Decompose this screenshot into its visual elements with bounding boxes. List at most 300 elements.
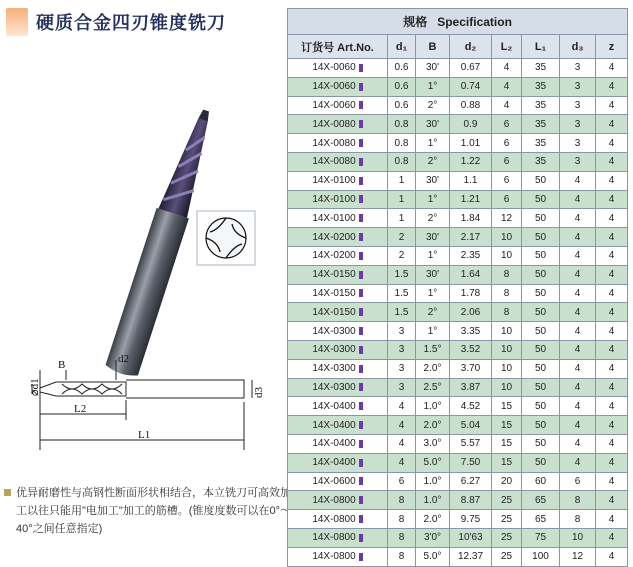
footnote-text: 优异耐磨性与高钢性断面形状相结合，本立铣刀可高效加工以往只能用"电加工"加工的筋槽。(锥度度数可以在0°～40°之间任意指定) <box>16 487 291 535</box>
table-cell: 8 <box>388 547 416 566</box>
table-cell: 65 <box>522 491 560 510</box>
art-no-text: 14X-0300 <box>312 381 356 393</box>
table-cell: 3.0° <box>416 434 450 453</box>
table-cell: 4 <box>560 340 596 359</box>
table-cell: 1° <box>416 134 450 153</box>
table-cell: 4 <box>492 77 522 96</box>
art-no-text: 14X-0600 <box>312 475 356 487</box>
art-no-text: 14X-0400 <box>312 400 356 412</box>
table-cell: 50 <box>522 303 560 322</box>
table-cell: 2.0° <box>416 416 450 435</box>
table-row <box>288 359 628 378</box>
table-cell: 3 <box>560 77 596 96</box>
table-header-cell: d₂ <box>450 35 492 59</box>
table-cell: 10 <box>492 340 522 359</box>
table-cell: 50 <box>522 453 560 472</box>
table-cell: 6 <box>492 134 522 153</box>
table-row <box>288 265 628 284</box>
art-no-text: 14X-0150 <box>312 287 356 299</box>
table-cell: 4 <box>596 472 628 491</box>
table-cell: 4 <box>596 59 628 78</box>
table-cell: 3'0° <box>416 528 450 547</box>
table-cell: 4 <box>560 434 596 453</box>
table-cell: 0.8 <box>388 134 416 153</box>
table-cell: 1 <box>388 209 416 228</box>
table-cell: 10 <box>560 528 596 547</box>
table-cell: 10 <box>492 228 522 247</box>
art-no-cell <box>288 246 388 265</box>
art-no-text: 14X-0800 <box>312 494 356 506</box>
table-cell: 6 <box>492 152 522 171</box>
table-cell: 50 <box>522 340 560 359</box>
table-cell: 0.74 <box>450 77 492 96</box>
table-cell: 9.75 <box>450 510 492 529</box>
part-marker-icon <box>359 534 363 542</box>
table-row <box>288 171 628 190</box>
part-marker-icon <box>359 496 363 504</box>
table-cell: 4 <box>560 246 596 265</box>
art-no-cell <box>288 491 388 510</box>
art-no-cell <box>288 340 388 359</box>
table-cell: 8 <box>560 491 596 510</box>
table-cell: 4 <box>596 397 628 416</box>
footnote <box>0 484 292 534</box>
art-no-text: 14X-0080 <box>312 118 356 130</box>
table-row <box>288 77 628 96</box>
label-d3: d3 <box>253 387 265 398</box>
table-header-cell: 订货号 Art.No. <box>288 35 388 59</box>
table-cell: 1.0° <box>416 397 450 416</box>
table-cell: 1° <box>416 284 450 303</box>
table-cell: 3 <box>388 378 416 397</box>
art-no-text: 14X-0300 <box>312 344 356 356</box>
table-row <box>288 416 628 435</box>
art-no-text: 14X-0800 <box>312 532 356 544</box>
table-cell: 4 <box>596 416 628 435</box>
table-cell: 8 <box>388 510 416 529</box>
table-row <box>288 190 628 209</box>
art-no-cell <box>288 265 388 284</box>
table-row <box>288 228 628 247</box>
cross-section-icon <box>196 210 256 266</box>
art-no-text: 14X-0400 <box>312 419 356 431</box>
table-header-cell: d₃ <box>560 35 596 59</box>
table-cell: 15 <box>492 453 522 472</box>
art-no-cell <box>288 453 388 472</box>
art-no-text: 14X-0400 <box>312 457 356 469</box>
table-cell: 3 <box>560 59 596 78</box>
part-marker-icon <box>359 158 363 166</box>
part-marker-icon <box>359 477 363 485</box>
table-cell: 1.1 <box>450 171 492 190</box>
label-L2: L2 <box>74 403 87 415</box>
table-cell: 1 <box>388 171 416 190</box>
table-cell: 1.0° <box>416 491 450 510</box>
part-marker-icon <box>359 271 363 279</box>
part-marker-icon <box>359 252 363 260</box>
table-cell: 10 <box>492 378 522 397</box>
art-no-cell <box>288 510 388 529</box>
table-cell: 0.8 <box>388 152 416 171</box>
art-no-cell <box>288 115 388 134</box>
table-cell: 4 <box>596 77 628 96</box>
specification-table <box>287 8 628 567</box>
table-cell: 1.84 <box>450 209 492 228</box>
table-cell: 4 <box>596 246 628 265</box>
title-bar <box>6 4 226 40</box>
table-cell: 4 <box>560 228 596 247</box>
table-cell: 6 <box>492 190 522 209</box>
art-no-cell <box>288 59 388 78</box>
table-cell: 4 <box>596 209 628 228</box>
table-cell: 25 <box>492 528 522 547</box>
part-marker-icon <box>359 440 363 448</box>
table-cell: 4 <box>560 322 596 341</box>
table-cell: 8 <box>388 528 416 547</box>
table-cell: 30' <box>416 265 450 284</box>
table-row <box>288 59 628 78</box>
table-cell: 75 <box>522 528 560 547</box>
table-cell: 3 <box>560 96 596 115</box>
table-cell: 30' <box>416 59 450 78</box>
art-no-text: 14X-0300 <box>312 363 356 375</box>
art-no-text: 14X-0800 <box>312 513 356 525</box>
table-cell: 10 <box>492 246 522 265</box>
table-cell: 4 <box>560 190 596 209</box>
part-marker-icon <box>359 402 363 410</box>
table-cell: 0.67 <box>450 59 492 78</box>
table-cell: 1.5 <box>388 265 416 284</box>
table-cell: 30' <box>416 171 450 190</box>
table-cell: 8 <box>492 284 522 303</box>
table-cell: 4 <box>560 265 596 284</box>
art-no-cell <box>288 547 388 566</box>
table-cell: 1° <box>416 190 450 209</box>
label-L1: L1 <box>138 429 151 441</box>
table-cell: 2° <box>416 209 450 228</box>
table-cell: 4 <box>596 340 628 359</box>
table-cell: 4 <box>596 152 628 171</box>
table-cell: 1.01 <box>450 134 492 153</box>
table-cell: 2 <box>388 228 416 247</box>
table-cell: 3.35 <box>450 322 492 341</box>
table-cell: 4 <box>560 378 596 397</box>
table-row <box>288 303 628 322</box>
table-cell: 4 <box>560 397 596 416</box>
art-no-cell <box>288 528 388 547</box>
table-cell: 10 <box>492 359 522 378</box>
table-cell: 10'63 <box>450 528 492 547</box>
table-cell: 50 <box>522 265 560 284</box>
part-marker-icon <box>359 120 363 128</box>
art-no-cell <box>288 96 388 115</box>
table-cell: 4 <box>388 453 416 472</box>
table-cell: 6.27 <box>450 472 492 491</box>
table-cell: 15 <box>492 416 522 435</box>
table-header-cell: L₂ <box>492 35 522 59</box>
table-cell: 1.78 <box>450 284 492 303</box>
table-header-cell: d₁ <box>388 35 416 59</box>
art-no-cell <box>288 303 388 322</box>
table-cell: 4 <box>596 228 628 247</box>
table-row <box>288 246 628 265</box>
part-marker-icon <box>359 195 363 203</box>
table-cell: 4 <box>596 171 628 190</box>
table-cell: 1.22 <box>450 152 492 171</box>
table-cell: 65 <box>522 510 560 529</box>
table-cell: 25 <box>492 510 522 529</box>
part-marker-icon <box>359 459 363 467</box>
table-cell: 4 <box>596 453 628 472</box>
part-marker-icon <box>359 64 363 72</box>
table-row <box>288 491 628 510</box>
table-cell: 4 <box>596 434 628 453</box>
table-cell: 2° <box>416 152 450 171</box>
table-cell: 35 <box>522 115 560 134</box>
art-no-text: 14X-0060 <box>312 99 356 111</box>
table-row <box>288 152 628 171</box>
table-cell: 4 <box>596 322 628 341</box>
art-no-text: 14X-0100 <box>312 212 356 224</box>
art-no-text: 14X-0100 <box>312 193 356 205</box>
table-cell: 4 <box>560 359 596 378</box>
art-no-cell <box>288 134 388 153</box>
table-cell: 4 <box>596 547 628 566</box>
table-cell: 5.57 <box>450 434 492 453</box>
table-cell: 35 <box>522 59 560 78</box>
table-cell: 50 <box>522 190 560 209</box>
table-row <box>288 397 628 416</box>
table-cell: 4 <box>596 528 628 547</box>
table-row <box>288 472 628 491</box>
art-no-cell <box>288 152 388 171</box>
table-cell: 50 <box>522 322 560 341</box>
table-cell: 4 <box>596 134 628 153</box>
table-cell: 0.8 <box>388 115 416 134</box>
part-marker-icon <box>359 346 363 354</box>
table-cell: 6 <box>492 171 522 190</box>
art-no-cell <box>288 284 388 303</box>
table-header-cell: B <box>416 35 450 59</box>
art-no-text: 14X-0400 <box>312 438 356 450</box>
part-marker-icon <box>359 83 363 91</box>
table-cell: 7.50 <box>450 453 492 472</box>
table-cell: 4 <box>560 171 596 190</box>
part-marker-icon <box>359 289 363 297</box>
table-cell: 4 <box>388 434 416 453</box>
table-cell: 15 <box>492 434 522 453</box>
table-cell: 1 <box>388 190 416 209</box>
art-no-text: 14X-0300 <box>312 325 356 337</box>
part-marker-icon <box>359 214 363 222</box>
part-marker-icon <box>359 308 363 316</box>
table-cell: 1.21 <box>450 190 492 209</box>
label-d1: ⌀d1 <box>29 378 41 396</box>
art-no-cell <box>288 434 388 453</box>
art-no-text: 14X-0200 <box>312 250 356 262</box>
table-cell: 4 <box>560 209 596 228</box>
table-cell: 4 <box>596 284 628 303</box>
table-cell: 8 <box>388 491 416 510</box>
label-B: B <box>58 359 66 371</box>
art-no-text: 14X-0200 <box>312 231 356 243</box>
table-cell: 35 <box>522 152 560 171</box>
table-cell: 12 <box>492 209 522 228</box>
table-cell: 4.52 <box>450 397 492 416</box>
bullet-square-icon <box>4 489 11 496</box>
table-cell: 30' <box>416 228 450 247</box>
table-cell: 4 <box>560 303 596 322</box>
table-cell: 4 <box>596 303 628 322</box>
art-no-cell <box>288 77 388 96</box>
table-cell: 3.70 <box>450 359 492 378</box>
table-header-cell: z <box>596 35 628 59</box>
table-cell: 25 <box>492 547 522 566</box>
table-row <box>288 434 628 453</box>
table-cell: 2.5° <box>416 378 450 397</box>
table-row <box>288 209 628 228</box>
art-no-cell <box>288 359 388 378</box>
table-header-cell: L₁ <box>522 35 560 59</box>
table-cell: 1° <box>416 246 450 265</box>
table-cell: 1° <box>416 322 450 341</box>
table-cell: 0.6 <box>388 77 416 96</box>
table-cell: 3 <box>388 340 416 359</box>
art-no-cell <box>288 228 388 247</box>
table-cell: 5.0° <box>416 453 450 472</box>
table-cell: 4 <box>596 378 628 397</box>
art-no-cell <box>288 209 388 228</box>
table-header-row <box>288 35 628 59</box>
table-cell: 8.87 <box>450 491 492 510</box>
table-cell: 0.6 <box>388 96 416 115</box>
table-row <box>288 322 628 341</box>
art-no-text: 14X-0060 <box>312 62 356 74</box>
table-row <box>288 453 628 472</box>
art-no-cell <box>288 171 388 190</box>
part-marker-icon <box>359 327 363 335</box>
table-cell: 50 <box>522 284 560 303</box>
table-cell: 6 <box>388 472 416 491</box>
table-cell: 2 <box>388 246 416 265</box>
art-no-text: 14X-0800 <box>312 551 356 563</box>
table-cell: 50 <box>522 378 560 397</box>
art-no-text: 14X-0080 <box>312 137 356 149</box>
table-cell: 4 <box>596 491 628 510</box>
table-cell: 6 <box>560 472 596 491</box>
table-cell: 6 <box>492 115 522 134</box>
table-row <box>288 340 628 359</box>
table-row <box>288 134 628 153</box>
table-cell: 4 <box>492 96 522 115</box>
part-marker-icon <box>359 515 363 523</box>
table-cell: 50 <box>522 171 560 190</box>
table-cell: 50 <box>522 359 560 378</box>
table-cell: 50 <box>522 246 560 265</box>
table-cell: 8 <box>492 303 522 322</box>
table-cell: 25 <box>492 491 522 510</box>
table-cell: 8 <box>492 265 522 284</box>
part-marker-icon <box>359 139 363 147</box>
table-cell: 2° <box>416 303 450 322</box>
table-cell: 8 <box>560 510 596 529</box>
table-row <box>288 96 628 115</box>
art-no-cell <box>288 397 388 416</box>
table-cell: 4 <box>388 397 416 416</box>
table-cell: 4 <box>560 416 596 435</box>
table-cell: 0.9 <box>450 115 492 134</box>
table-cell: 12 <box>560 547 596 566</box>
table-cell: 2.17 <box>450 228 492 247</box>
table-cell: 2.0° <box>416 510 450 529</box>
table-row <box>288 547 628 566</box>
table-cell: 0.88 <box>450 96 492 115</box>
table-row <box>288 528 628 547</box>
title-accent-block <box>6 8 28 36</box>
table-cell: 4 <box>596 190 628 209</box>
table-cell: 15 <box>492 397 522 416</box>
table-cell: 2.06 <box>450 303 492 322</box>
table-cell: 12.37 <box>450 547 492 566</box>
art-no-cell <box>288 416 388 435</box>
table-cell: 10 <box>492 322 522 341</box>
table-cell: 35 <box>522 77 560 96</box>
part-marker-icon <box>359 383 363 391</box>
table-cell: 50 <box>522 209 560 228</box>
table-cell: 4 <box>560 284 596 303</box>
table-cell: 4 <box>560 453 596 472</box>
table-cell: 5.04 <box>450 416 492 435</box>
table-cell: 30' <box>416 115 450 134</box>
art-no-text: 14X-0060 <box>312 81 356 93</box>
table-cell: 3 <box>388 322 416 341</box>
art-no-cell <box>288 472 388 491</box>
table-cell: 2.0° <box>416 359 450 378</box>
table-row <box>288 378 628 397</box>
table-caption <box>288 9 628 35</box>
table-cell: 4 <box>388 416 416 435</box>
page-title: 硬质合金四刃锥度铣刀 <box>36 13 226 34</box>
dimension-drawing <box>26 350 266 455</box>
table-cell: 3 <box>560 115 596 134</box>
art-no-text: 14X-0080 <box>312 156 356 168</box>
table-cell: 60 <box>522 472 560 491</box>
table-cell: 4 <box>596 510 628 529</box>
table-cell: 4 <box>596 359 628 378</box>
part-marker-icon <box>359 233 363 241</box>
art-no-cell <box>288 378 388 397</box>
table-cell: 35 <box>522 96 560 115</box>
part-marker-icon <box>359 177 363 185</box>
table-cell: 1° <box>416 77 450 96</box>
table-cell: 0.6 <box>388 59 416 78</box>
table-cell: 2.35 <box>450 246 492 265</box>
table-cell: 3 <box>560 134 596 153</box>
caption-cn: 规格 <box>403 15 428 29</box>
table-row <box>288 284 628 303</box>
art-no-text: 14X-0150 <box>312 306 356 318</box>
table-cell: 50 <box>522 434 560 453</box>
table-cell: 1.5° <box>416 340 450 359</box>
table-cell: 3.52 <box>450 340 492 359</box>
label-d2: d2 <box>118 353 129 365</box>
table-cell: 1.64 <box>450 265 492 284</box>
table-cell: 2° <box>416 96 450 115</box>
table-cell: 3.87 <box>450 378 492 397</box>
caption-en: Specification <box>437 15 512 29</box>
table-cell: 3 <box>388 359 416 378</box>
table-cell: 100 <box>522 547 560 566</box>
